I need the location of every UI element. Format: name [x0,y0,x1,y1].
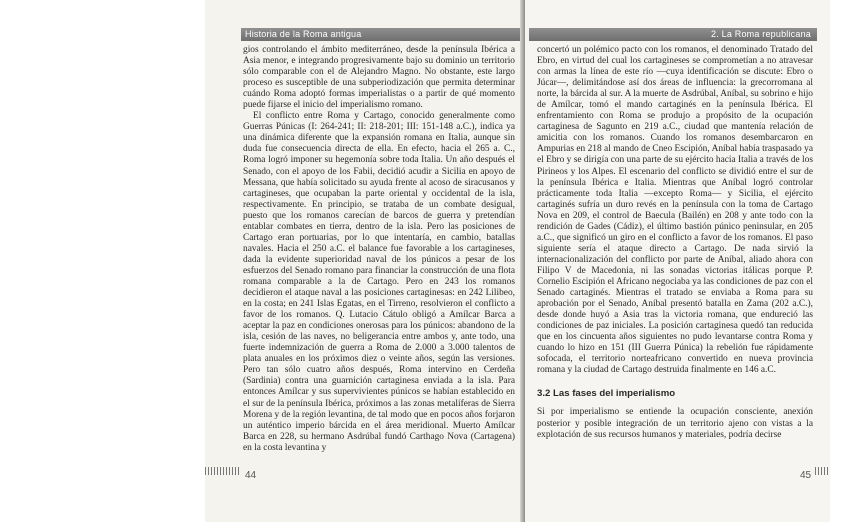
background-margin-left [0,0,205,522]
left-page [205,0,523,522]
running-head-left: Historia de la Roma antigua [241,28,521,41]
page-number-right: 45 [800,470,812,481]
left-paragraph-2: El conflicto entre Roma y Cartago, conocido generalmente como Guerras Púnicas (I: 264-241; II: 218-201; III: 151-148 a.C.), indica ya una dinámica diferente que la expansión romana en Italia, aunque sin duda fue consecuencia directa de ella. En efecto, hacia el 265 a. C., Roma logró imponer su hegemonía sobre toda Italia. Un año después el Senado, con el apoyo de los Fabii, decidió acudir a Sicilia en apoyo de Messana, que había solicitado su ayuda frente al acoso de siracusanos y cartagineses, que ocupaban la parte oriental y occidental de la isla, respectivamente. En principio, se trataba de un combate desigual, puesto que los romanos carecían de barcos de guerra y pretendían entablar combates en tierra, dentro de la isla. Pero las posiciones de Cartago eran portuarias, por lo que intentaría, en cambio, batallas navales. Hacia el 250 a.C. el balance fue favorable a los cartagineses, dada la evidente superioridad naval de los púnicos a pesar de los esfuerzos del Senado romano para financiar la construcción de una flota romana comparable a la de Cartago. Pero en 243 los romanos decidieron el ataque naval a las posiciones cartaginesas: en 242 Lilibeo, en la costa; en 241 Islas Egatas, en el Tirreno, resolvieron el conflicto a favor de los romanos. Q. Lutacio Cátulo obligó a Amílcar Barca a aceptar la paz en condiciones onerosas para los púnicos: abandono de la isla, cesión de las naves, no beligerancia entre ambos y, ante todo, una fuerte indemnización de guerra a Roma de 2.000 a 3.000 talentos de plata anuales en los próximos diez o veinte años, según las versiones. Pero tan sólo cuatro años después, Roma intervino en Cerdeña (Sardinia) contra una guarnición cartaginesa enviada a la isla. Para entonces Amílcar y sus supervivientes púnicos se habían establecido en el sur de la península Ibérica, próximos a las zonas metalíferas de Sierra Morena y de la región levantina, de tal modo que en pocos años forjaron un auténtico imperio bárcida en el área meridional. Muerto Amílcar Barca en 228, su hermano Asdrúbal fundó Carthago Nova (Cartagena) en la costa levantina y [243,111,515,453]
section-heading: 3.2 Las fases del imperialismo [537,388,676,400]
page-number-left: 44 [245,470,257,481]
section-paragraph: Si por imperialismo se entiende la ocupación consciente, anexión posterior y posible integración de un territorio ajeno con vistas a la explotación de sus recursos humanos y materiales, podría decirse [537,407,813,440]
hatch-decoration-left [205,467,241,475]
background-margin-right [830,0,848,522]
running-head-right: 2. La Roma republicana [529,28,817,41]
left-page-body [243,45,515,454]
hatch-decoration-right [815,467,830,475]
right-page-body [537,45,813,441]
right-paragraph-1: concertó un polémico pacto con los romanos, el denominado Tratado del Ebro, en virtud del cual los cartagineses se comprometían a no atravesar con armas la línea de este río —cuya identificación se discute: Ebro o Júcar—, delimitándose así dos áreas de influencia: la grecorromana al norte, la bárcida al sur. A la muerte de Asdrúbal, Aníbal, su sobrino e hijo de Amílcar, tomó el mando cartaginés en la península Ibérica. El enfrentamiento con Roma se produjo a propósito de la ocupación cartaginesa de Sagunto en 219 a.C., ciudad que mantenía relación de amicitia con los romanos. Cuando los romanos desembarcaron en Ampurias en 218 al mando de Cneo Escipión, Aníbal había traspasado ya el Ebro y se dirigía con una parte de su ejército hacia Italia a través de los Pirineos y los Alpes. El escenario del conflicto se dividió entre el sur de la península Ibérica e Italia. Mientras que Aníbal logró controlar prácticamente toda Italia —excepto Roma— y Sicilia, el ejército cartaginés sufría un duro revés en la península con la toma de Cartago Nova en 209, el control de Baecula (Bailén) en 208 y ante todo con la rendición de Gades (Cádiz), el último bastión púnico peninsular, en 205 a.C., que significó un giro en el conflicto a favor de los romanos. El paso siguiente sería el ataque directo a Cartago. De nada sirvió la internacionalización del conflicto por parte de Aníbal, aliado ahora con Filipo V de Macedonia, ni las sonadas victorias itálicas porque P. Cornelio Escipión el Africano negociaba ya las condiciones de paz con el Senado cartaginés. Mientras el tratado se enviaba a Roma para su aprobación por el Senado, Aníbal presentó batalla en Zama (202 a.C.), desde donde huyó a Asia tras la victoria romana, que endureció las condiciones de paz iniciales. La posición cartaginesa quedó tan reducida que en los cincuenta años siguientes no pudo levantarse contra Roma y cuando lo hizo en 151 (III Guerra Púnica) la rebelión fue rápidamente sofocada, el territorio norteafricano convertido en nueva provincia romana y la ciudad de Cartago destruida finalmente en 146 a.C. [537,45,813,376]
right-page [525,0,830,522]
left-paragraph-1: gios controlando el ámbito mediterráneo, desde la península Ibérica a Asia menor, e integrando progresivamente bajo su dominio un territorio sólo comparable con el de Alejandro Magno. No obstante, este largo proceso es susceptible de una subperiodización que permita determinar cuándo Roma adoptó formas imperialistas o a partir de qué momento puede fijarse el inicio del imperialismo romano. [243,45,515,111]
